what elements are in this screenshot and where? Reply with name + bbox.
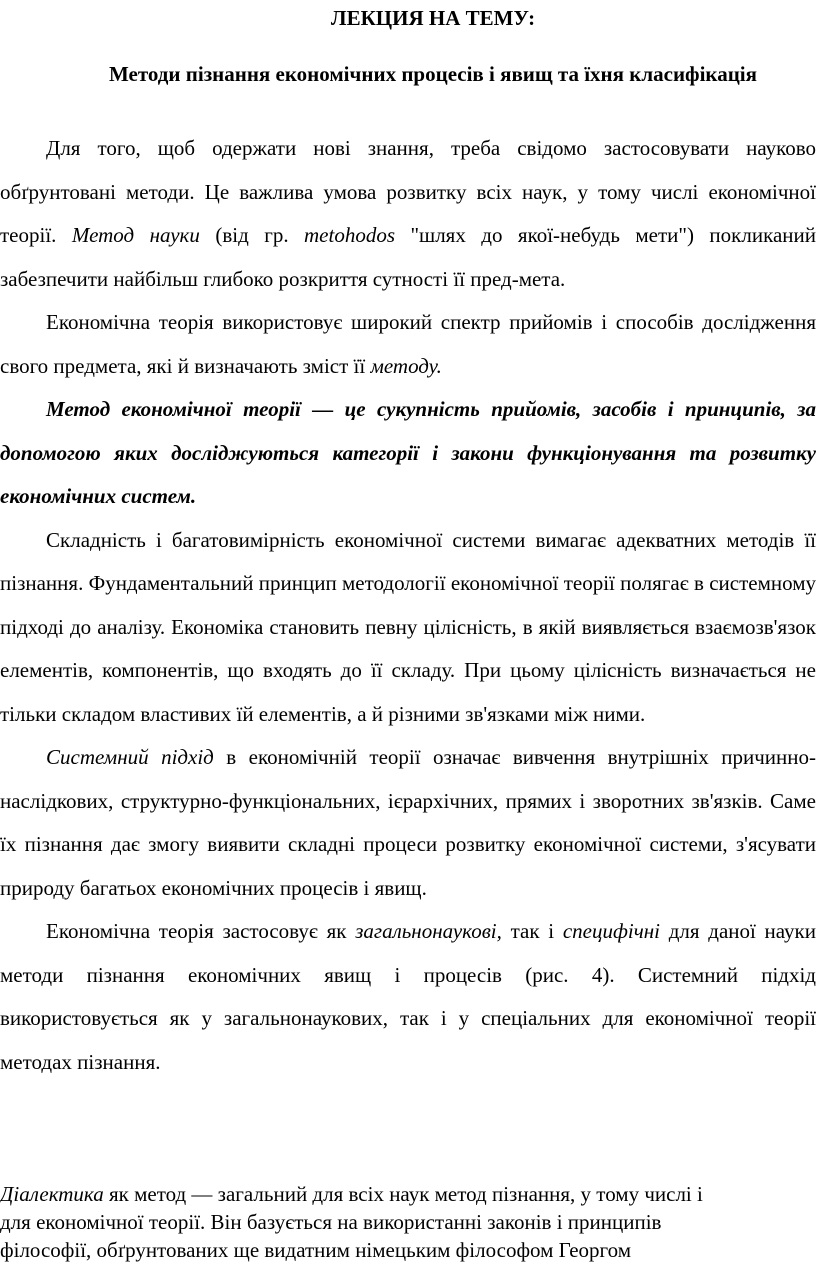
p5-text-a: в економічній теорії означає вивчення внутрішніх причинно-наслідкових, структурно-функціональних, ієрархічних, прямих і зворотних зв'язків. Саме їх пізнання дає змогу виявити складні процеси розвитку економічної системи, з'ясувати природу багатьох економічних процесів і явищ. xyxy=(0,745,816,900)
tail-line-1 xyxy=(0,1180,816,1208)
p1-term: Метод науки xyxy=(71,223,200,247)
lecture-subtitle: Методи пізнання економічних процесів і явищ та їхня класифікація xyxy=(108,62,757,86)
p1-greek: metohodos xyxy=(304,223,396,247)
p6-term-2: специфічні xyxy=(562,919,660,943)
paragraph-3-definition: Метод економічної теорії — це сукупність прийомів, засобів і принципів, за допомогою яких досліджуються категорії і закони функціонування та розвитку економічних систем. xyxy=(0,397,816,508)
paragraph-2 xyxy=(0,301,816,388)
dialectics-paragraph xyxy=(0,1180,816,1264)
lecture-title: ЛЕКЦИЯ НА ТЕМУ: xyxy=(330,6,536,30)
p6-text-b: так і xyxy=(501,919,563,943)
p2-term: методу. xyxy=(370,353,442,378)
p1-text-c: "шлях до якої-небудь мети") покликаний забезпечити найбільш глибоко розкриття сутності її пред-мета. xyxy=(0,223,816,291)
paragraph-6 xyxy=(0,910,816,1084)
tail-line-1-text: як метод — загальний для всіх наук метод пізнання, у тому числі і xyxy=(103,1182,703,1206)
p1-text-a: Для того, щоб одержати нові знання, треба свідомо застосовувати науково обґрунтовані методи. Це важлива умова розвитку всіх наук, у тому числі економічної теорії. xyxy=(0,136,816,247)
paragraph-5 xyxy=(0,736,816,910)
p6-text-a: Економічна теорія застосовує як xyxy=(46,919,356,943)
tail-line-3: філософії, обґрунтованих ще видатним німецьким філософом Георгом xyxy=(0,1238,632,1262)
tail-term: Діалектика xyxy=(0,1182,104,1206)
paragraph-1 xyxy=(0,127,816,301)
lecture-body xyxy=(0,127,816,1084)
p6-term-1: загальнонаукові, xyxy=(355,919,502,943)
p5-term: Системний підхід xyxy=(46,745,214,769)
p2-text-a: Економічна теорія використовує широкий спектр прийомів і способів дослідження свого предмета, які й визначають зміст її xyxy=(0,310,816,378)
paragraph-4: Складність і багатовимірність економічної системи вимагає адекватних методів її пізнання. Фундаментальний принцип методології економічної теорії полягає в системному підході до аналізу. Економіка становить певну цілісність, в якій виявляється взаємозв'язок елементів, компонентів, що входять до її складу. При цьому цілісність визначається не тільки складом властивих їй елементів, а й різними зв'язками між ними. xyxy=(0,527,816,726)
tail-line-2: для економічної теорії. Він базується на використанні законів і принципів xyxy=(0,1210,662,1234)
p1-text-b: (від гр. xyxy=(199,223,305,247)
p6-text-c: для даної науки методи пізнання економічних явищ і процесів (рис. 4). Системний підхід використовується як у загальнонаукових, так і у спеціальних для економічної теорії методах пізнання. xyxy=(0,919,816,1074)
